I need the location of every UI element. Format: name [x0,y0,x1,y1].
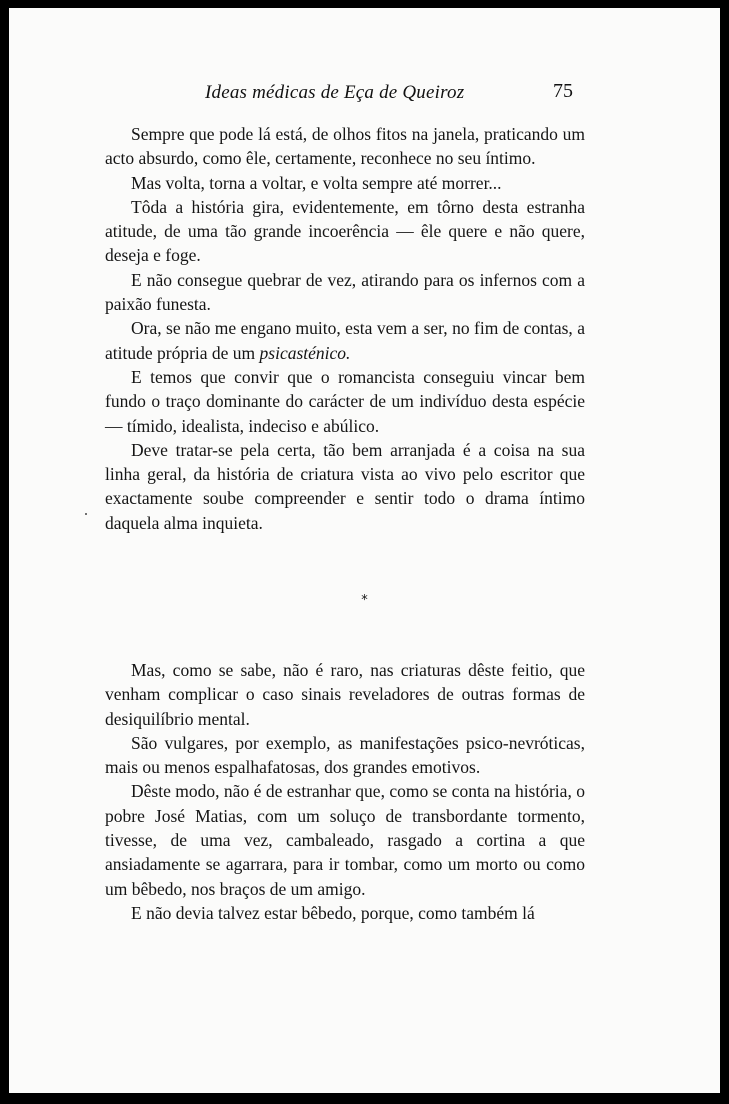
text-section-1 [105,122,585,535]
paragraph: Mas volta, torna a voltar, e volta sempre até morrer... [131,172,502,193]
paragraph: São vulgares, por exemplo, as manifestações psico-nevróticas, mais ou menos espalhafatosas, dos grandes emotivos. [105,732,585,778]
paragraph: Tôda a história gira, evidentemente, em tôrno desta estranha atitude, de uma tão grande incoerência — êle quere e não quere, deseja e foge. [105,196,585,266]
italic-term: psicasténico. [259,342,351,363]
paragraph: E não consegue quebrar de vez, atirando para os infernos com a paixão funesta. [105,269,585,315]
paragraph: Deve tratar-se pela certa, tão bem arranjada é a coisa na sua linha geral, da história de criatura vista ao vivo pelo escritor que exactamente soube compreender e sentir todo o drama íntimo daquela alma inquieta. [105,439,585,533]
running-title: Ideas médicas de Eça de Queiroz [205,82,465,103]
paragraph: Mas, como se sabe, não é raro, nas criaturas dêste feitio, que venham complicar o caso sinais reveladores de outras formas de desiquilíbrio mental. [105,660,585,729]
paragraph: Dêste modo, não é de estranhar que, como se conta na história, o pobre José Matias, com um soluço de transbordante tormento, tivesse, de uma vez, cambaleado, rasgado a cortina a que ansiadamente se agarrara, para ir tombar, como um morto ou como um bêbedo, nos braços de um amigo. [105,781,585,899]
paragraph [105,316,585,365]
page-number: 75 [553,80,573,102]
paragraph-text: Ora, se não me engano muito, esta vem a ser, no fim de contas, a atitude própria de um [105,318,585,363]
print-speck [85,513,87,515]
paragraph: E não devia talvez estar bêbedo, porque, como também lá [131,902,535,923]
asterism: * [361,593,368,608]
section-separator [9,593,720,608]
page-header [9,78,720,108]
book-page [9,8,720,1093]
paragraph: E temos que convir que o romancista conseguiu vincar bem fundo o traço dominante do carácter de um indivíduo desta espécie — tímido, idealista, indeciso e abúlico. [105,366,585,436]
text-section-2 [105,658,585,925]
paragraph: Sempre que pode lá está, de olhos fitos na janela, praticando um acto absurdo, como êle, certamente, reconhece no seu íntimo. [105,124,585,169]
